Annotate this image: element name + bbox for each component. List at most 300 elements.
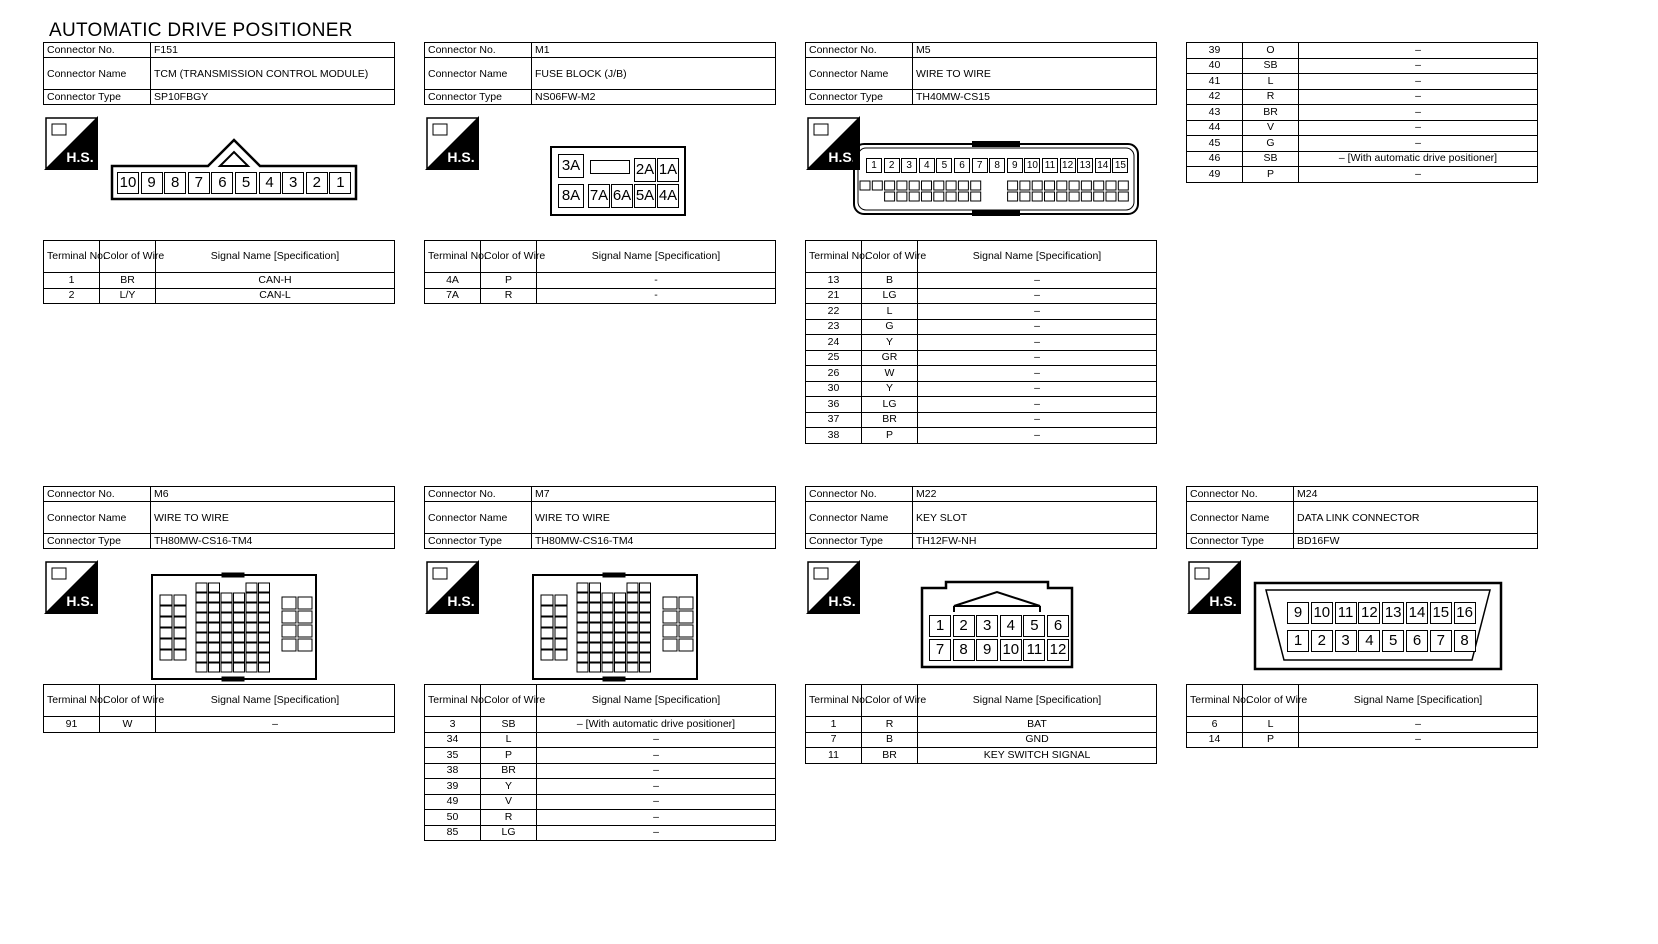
- pin-cell: [1069, 192, 1079, 201]
- signal-name: –: [1299, 732, 1538, 748]
- pin-label: 9: [976, 639, 998, 661]
- terminal-no: 23: [806, 319, 862, 335]
- pin-cell: [1008, 192, 1018, 201]
- pin-label: 9: [141, 172, 163, 194]
- pin-cell: [590, 643, 601, 652]
- pin-cell: [160, 639, 172, 649]
- terminal-table-header: [44, 685, 395, 717]
- table-row: [806, 732, 1157, 748]
- pin-cell: [640, 653, 651, 662]
- table-row: [806, 273, 1157, 289]
- signal-name: BAT: [918, 717, 1157, 733]
- terminal-no: 1: [44, 273, 100, 289]
- wire-color: BR: [862, 748, 918, 764]
- pin-cell: [160, 617, 172, 627]
- svg-text:H.S.: H.S.: [1209, 593, 1237, 609]
- pin-cell: [298, 597, 312, 609]
- table-row: [806, 381, 1157, 397]
- pin-label: 10: [1311, 602, 1333, 624]
- pin-cell: [541, 650, 553, 660]
- terminal-no: 7: [806, 732, 862, 748]
- pin-cell: [590, 583, 601, 592]
- pin-cell: [577, 593, 588, 602]
- pin-label: 6: [1406, 630, 1428, 652]
- pin-label: 7: [188, 172, 210, 194]
- pin-cell: [590, 603, 601, 612]
- wire-color: V: [481, 794, 537, 810]
- pin-cell: [1045, 181, 1055, 190]
- pin-cell: [860, 181, 870, 190]
- terminal-no: 22: [806, 304, 862, 320]
- pin-cell: [1032, 192, 1042, 201]
- pin-cell: [221, 593, 232, 602]
- connector-m6-terminal-table: [43, 684, 395, 733]
- pin-label: 8: [953, 639, 975, 661]
- m7-connector-diagram: [531, 573, 699, 683]
- pin-label: 10: [117, 172, 139, 194]
- terminal-no: 24: [806, 335, 862, 351]
- terminal-no-header: Terminal No.: [425, 685, 481, 717]
- pin-label: 2: [953, 615, 975, 637]
- pin-label: 1: [866, 158, 882, 173]
- color-of-wire-header: Color of Wire: [100, 685, 156, 717]
- pin-cell: [221, 643, 232, 652]
- pin-cell: [679, 625, 693, 637]
- harness-side-icon: [425, 116, 479, 170]
- signal-name-header: Signal Name [Specification]: [537, 685, 776, 717]
- pin-cell: [602, 653, 613, 662]
- wire-color: Y: [862, 335, 918, 351]
- terminal-no: 45: [1187, 136, 1243, 152]
- terminal-no: 49: [1187, 167, 1243, 183]
- pin-cell: [934, 181, 944, 190]
- terminal-no-header: Terminal No.: [806, 685, 862, 717]
- wire-color: W: [862, 366, 918, 382]
- pin-cell: [259, 623, 270, 632]
- table-row: [806, 717, 1157, 733]
- pin-label: 8: [164, 172, 186, 194]
- connector-f151-terminal-table: [43, 240, 395, 304]
- harness-side-icon: [806, 560, 860, 614]
- wire-color: LG: [862, 397, 918, 413]
- wire-color: BR: [100, 273, 156, 289]
- wire-color: P: [1243, 732, 1299, 748]
- svg-text:H.S.: H.S.: [828, 593, 856, 609]
- wire-color: R: [1243, 89, 1299, 105]
- table-row: [1187, 43, 1538, 59]
- pin-label: 5: [936, 158, 952, 173]
- pin-cell: [971, 181, 981, 190]
- pin-cell: [541, 628, 553, 638]
- pin-cell: [615, 663, 626, 672]
- pin-cell: [1045, 192, 1055, 201]
- pin-cell: [577, 653, 588, 662]
- pin-label: 11: [1335, 602, 1357, 624]
- terminal-table-header: [806, 241, 1157, 273]
- pin-cell: [221, 633, 232, 642]
- terminal-no: 26: [806, 366, 862, 382]
- signal-name: –: [918, 366, 1157, 382]
- pin-label: 7: [972, 158, 988, 173]
- harness-side-icon: [425, 560, 479, 614]
- pin-cell: [640, 643, 651, 652]
- signal-name: –: [537, 825, 776, 841]
- pin-label: 8: [989, 158, 1005, 173]
- pin-cell: [627, 623, 638, 632]
- pin-label: 12: [1358, 602, 1380, 624]
- terminal-no: 38: [806, 428, 862, 444]
- wire-color: P: [481, 748, 537, 764]
- signal-name: –: [918, 288, 1157, 304]
- terminal-no: 44: [1187, 120, 1243, 136]
- connector-no-value: F151: [151, 43, 395, 58]
- pin-cell: [209, 603, 220, 612]
- pin-cell: [196, 663, 207, 672]
- signal-name: –: [918, 412, 1157, 428]
- pin-cell: [958, 192, 968, 201]
- terminal-table-header: [425, 685, 776, 717]
- pin-cell: [209, 593, 220, 602]
- pin-label: 6: [954, 158, 970, 173]
- pin-label: 8: [1454, 630, 1476, 652]
- wire-color: LG: [481, 825, 537, 841]
- table-row: [425, 825, 776, 841]
- terminal-no: 49: [425, 794, 481, 810]
- m24-connector-diagram: [1252, 580, 1504, 672]
- pin-cell: [234, 663, 245, 672]
- pin-cell: [282, 611, 296, 623]
- signal-name: –: [537, 732, 776, 748]
- connector-f151-header: Connector No. F151 Connector Name TCM (TRANSMISSION CONTROL MODULE) Connector Type SP10FBGY: [43, 42, 395, 105]
- terminal-no-header: Terminal No.: [1187, 685, 1243, 717]
- pin-cell: [221, 623, 232, 632]
- pin-cell: [196, 653, 207, 662]
- table-row: [806, 304, 1157, 320]
- connector-m24-terminal-table: [1186, 684, 1538, 748]
- pin-cell: [246, 653, 257, 662]
- wire-color: R: [481, 288, 537, 304]
- wire-color: L: [1243, 717, 1299, 733]
- pin-label: 3: [976, 615, 998, 637]
- pin-cell: [1106, 181, 1116, 190]
- pin-cell: [174, 650, 186, 660]
- pin-cell: [1057, 181, 1067, 190]
- signal-name: –: [537, 810, 776, 826]
- wire-color: BR: [1243, 105, 1299, 121]
- terminal-no: 21: [806, 288, 862, 304]
- pin-cell: [602, 643, 613, 652]
- terminal-no: 11: [806, 748, 862, 764]
- pin-label: 5: [1023, 615, 1045, 637]
- terminal-no: 38: [425, 763, 481, 779]
- pin-cell: [663, 639, 677, 651]
- terminal-no: 39: [1187, 43, 1243, 59]
- pin-cell: [234, 643, 245, 652]
- pin-cell: [246, 633, 257, 642]
- connector-m5-terminal-table-continued: [1186, 42, 1538, 183]
- wire-color: SB: [481, 717, 537, 733]
- pin-cell: [174, 595, 186, 605]
- terminal-no: 6: [1187, 717, 1243, 733]
- pin-cell: [246, 583, 257, 592]
- pin-cell: [209, 613, 220, 622]
- connector-m1-terminal-table: [424, 240, 776, 304]
- pin-label: 3: [901, 158, 917, 173]
- terminal-no: 14: [1187, 732, 1243, 748]
- svg-text:H.S.: H.S.: [447, 593, 475, 609]
- pin-cell: [1032, 181, 1042, 190]
- pin-cell: [196, 613, 207, 622]
- pin-cell: [160, 628, 172, 638]
- wire-color: O: [1243, 43, 1299, 59]
- pin-label: 6: [1047, 615, 1069, 637]
- table-row: [425, 794, 776, 810]
- table-row: [806, 335, 1157, 351]
- table-row: [425, 810, 776, 826]
- pin-label: 3: [1335, 630, 1357, 652]
- page-title: AUTOMATIC DRIVE POSITIONER: [49, 20, 353, 41]
- pin-cell: [663, 597, 677, 609]
- pin-cell: [1118, 181, 1128, 190]
- table-row: [806, 350, 1157, 366]
- pin-label: 3: [282, 172, 304, 194]
- pin-cell: [627, 583, 638, 592]
- wire-color: P: [862, 428, 918, 444]
- pin-cell: [603, 573, 625, 577]
- pin-cell: [259, 593, 270, 602]
- harness-side-icon: [44, 116, 98, 170]
- pin-cell: [909, 192, 919, 201]
- wire-color: G: [1243, 136, 1299, 152]
- wire-color: L: [862, 304, 918, 320]
- signal-name: KEY SWITCH SIGNAL: [918, 748, 1157, 764]
- color-of-wire-header: Color of Wire: [1243, 685, 1299, 717]
- pin-cell: [259, 613, 270, 622]
- pin-cell: [885, 192, 895, 201]
- pin-cell: [246, 643, 257, 652]
- pin-label: 13: [1382, 602, 1404, 624]
- pin-cell: [577, 643, 588, 652]
- pin-cell: [222, 677, 244, 681]
- pin-cell: [298, 625, 312, 637]
- pin-cell: [577, 623, 588, 632]
- pin-cell: [196, 583, 207, 592]
- pin-cell: [946, 181, 956, 190]
- pin-cell: [627, 593, 638, 602]
- color-of-wire-header: Color of Wire: [100, 241, 156, 273]
- signal-name: –: [918, 319, 1157, 335]
- m1-connector-diagram: 3A 8A 7A 6A 5A 4A 2A 1A: [550, 146, 686, 216]
- table-row: [425, 288, 776, 304]
- table-row: [425, 717, 776, 733]
- pin-cell: [615, 653, 626, 662]
- table-row: [425, 779, 776, 795]
- pin-cell: [298, 639, 312, 651]
- connector-m24-header: Connector No. M24 Connector Name DATA LINK CONNECTOR Connector Type BD16FW: [1186, 486, 1538, 549]
- terminal-no: 85: [425, 825, 481, 841]
- pin-cell: [640, 623, 651, 632]
- pin-cell: [602, 613, 613, 622]
- pin-cell: [577, 583, 588, 592]
- color-of-wire-header: Color of Wire: [862, 241, 918, 273]
- m6-connector-diagram: [150, 573, 318, 683]
- pin-label: 11: [1023, 639, 1045, 661]
- signal-name: –: [918, 335, 1157, 351]
- pin-cell: [259, 633, 270, 642]
- table-row: [1187, 74, 1538, 90]
- pin-cell: [196, 643, 207, 652]
- pin-cell: [234, 633, 245, 642]
- pin-cell: [196, 633, 207, 642]
- pin-cell: [246, 603, 257, 612]
- signal-name: –: [1299, 105, 1538, 121]
- pin-cell: [160, 595, 172, 605]
- signal-name-header: Signal Name [Specification]: [1299, 685, 1538, 717]
- pin-cell: [209, 663, 220, 672]
- terminal-no: 46: [1187, 151, 1243, 167]
- pin-cell: [627, 633, 638, 642]
- terminal-no: 1: [806, 717, 862, 733]
- pin-cell: [221, 663, 232, 672]
- terminal-no: 25: [806, 350, 862, 366]
- wire-color: R: [481, 810, 537, 826]
- pin-label: 5: [235, 172, 257, 194]
- pin-cell: [246, 623, 257, 632]
- terminal-no: 3: [425, 717, 481, 733]
- terminal-table-header: [806, 685, 1157, 717]
- table-row: [44, 273, 395, 289]
- table-row: [44, 288, 395, 304]
- pin-cell: [885, 181, 895, 190]
- pin-cell: [282, 597, 296, 609]
- connector-m22-terminal-table: [805, 684, 1157, 764]
- terminal-no: 36: [806, 397, 862, 413]
- wire-color: G: [862, 319, 918, 335]
- terminal-no: 41: [1187, 74, 1243, 90]
- pin-label: 2: [306, 172, 328, 194]
- pin-label: 14: [1406, 602, 1428, 624]
- pin-cell: [555, 628, 567, 638]
- pin-cell: [246, 663, 257, 672]
- pin-cell: [1069, 181, 1079, 190]
- signal-name: –: [537, 748, 776, 764]
- pin-cell: [577, 613, 588, 622]
- pin-cell: [602, 663, 613, 672]
- pin-cell: [922, 192, 932, 201]
- pin-cell: [1081, 181, 1091, 190]
- pin-cell: [615, 643, 626, 652]
- pin-label: 1: [329, 172, 351, 194]
- connector-name-value: TCM (TRANSMISSION CONTROL MODULE): [151, 58, 395, 90]
- connector-m7-header: Connector No. M7 Connector Name WIRE TO WIRE Connector Type TH80MW-CS16-TM4: [424, 486, 776, 549]
- pin-cell: [615, 613, 626, 622]
- pin-cell: [922, 181, 932, 190]
- wire-color: R: [862, 717, 918, 733]
- wire-color: BR: [481, 763, 537, 779]
- pin-cell: [259, 583, 270, 592]
- pin-label: 12: [1047, 639, 1069, 661]
- harness-side-icon: [44, 560, 98, 614]
- pin-label: 6: [211, 172, 233, 194]
- table-row: [806, 412, 1157, 428]
- pin-cell: [590, 663, 601, 672]
- signal-name-header: Signal Name [Specification]: [918, 685, 1157, 717]
- wire-color: W: [100, 717, 156, 733]
- pin-cell: [603, 677, 625, 681]
- table-row: [425, 763, 776, 779]
- pin-cell: [602, 593, 613, 602]
- signal-name: CAN-H: [156, 273, 395, 289]
- table-row: [425, 732, 776, 748]
- harness-side-icon: [1187, 560, 1241, 614]
- pin-label: 9: [1007, 158, 1023, 173]
- pin-cell: [221, 603, 232, 612]
- signal-name: –: [1299, 89, 1538, 105]
- pin-cell: [615, 603, 626, 612]
- pin-cell: [209, 653, 220, 662]
- table-row: [1187, 105, 1538, 121]
- wire-color: L: [1243, 74, 1299, 90]
- pin-cell: [246, 593, 257, 602]
- wire-color: L/Y: [100, 288, 156, 304]
- signal-name: –: [1299, 74, 1538, 90]
- pin-label: 16: [1454, 602, 1476, 624]
- signal-name: –: [156, 717, 395, 733]
- signal-name-header: Signal Name [Specification]: [537, 241, 776, 273]
- pin-cell: [259, 643, 270, 652]
- table-row: [806, 748, 1157, 764]
- pin-cell: [174, 617, 186, 627]
- pin-cell: [282, 625, 296, 637]
- signal-name: –: [1299, 717, 1538, 733]
- connector-m5-terminal-table: [805, 240, 1157, 444]
- signal-name-header: Signal Name [Specification]: [156, 241, 395, 273]
- pin-cell: [1008, 181, 1018, 190]
- pin-cell: [640, 583, 651, 592]
- wire-color: V: [1243, 120, 1299, 136]
- table-row: [44, 717, 395, 733]
- pin-cell: [640, 663, 651, 672]
- signal-name: GND: [918, 732, 1157, 748]
- connector-m22-header: Connector No. M22 Connector Name KEY SLOT Connector Type TH12FW-NH: [805, 486, 1157, 549]
- connector-m1-header: Connector No. M1 Connector Name FUSE BLOCK (J/B) Connector Type NS06FW-M2: [424, 42, 776, 105]
- pin-cell: [946, 192, 956, 201]
- pin-cell: [246, 613, 257, 622]
- table-row: [1187, 167, 1538, 183]
- connector-m5-header: Connector No. M5 Connector Name WIRE TO WIRE Connector Type TH40MW-CS15: [805, 42, 1157, 105]
- signal-name-header: Signal Name [Specification]: [156, 685, 395, 717]
- pin-cell: [259, 603, 270, 612]
- signal-name: -: [537, 288, 776, 304]
- color-of-wire-header: Color of Wire: [481, 241, 537, 273]
- signal-name: –: [537, 779, 776, 795]
- pin-cell: [577, 663, 588, 672]
- pin-cell: [196, 623, 207, 632]
- pin-label: 12: [1060, 158, 1076, 173]
- terminal-no: 4A: [425, 273, 481, 289]
- signal-name: –: [1299, 136, 1538, 152]
- pin-cell: [209, 623, 220, 632]
- wire-color: B: [862, 273, 918, 289]
- pin-label: 14: [1095, 158, 1111, 173]
- terminal-no: 30: [806, 381, 862, 397]
- pin-cell: [555, 639, 567, 649]
- pin-cell: [209, 643, 220, 652]
- wire-color: P: [481, 273, 537, 289]
- pin-cell: [541, 617, 553, 627]
- pin-cell: [590, 613, 601, 622]
- svg-text:H.S.: H.S.: [828, 149, 856, 165]
